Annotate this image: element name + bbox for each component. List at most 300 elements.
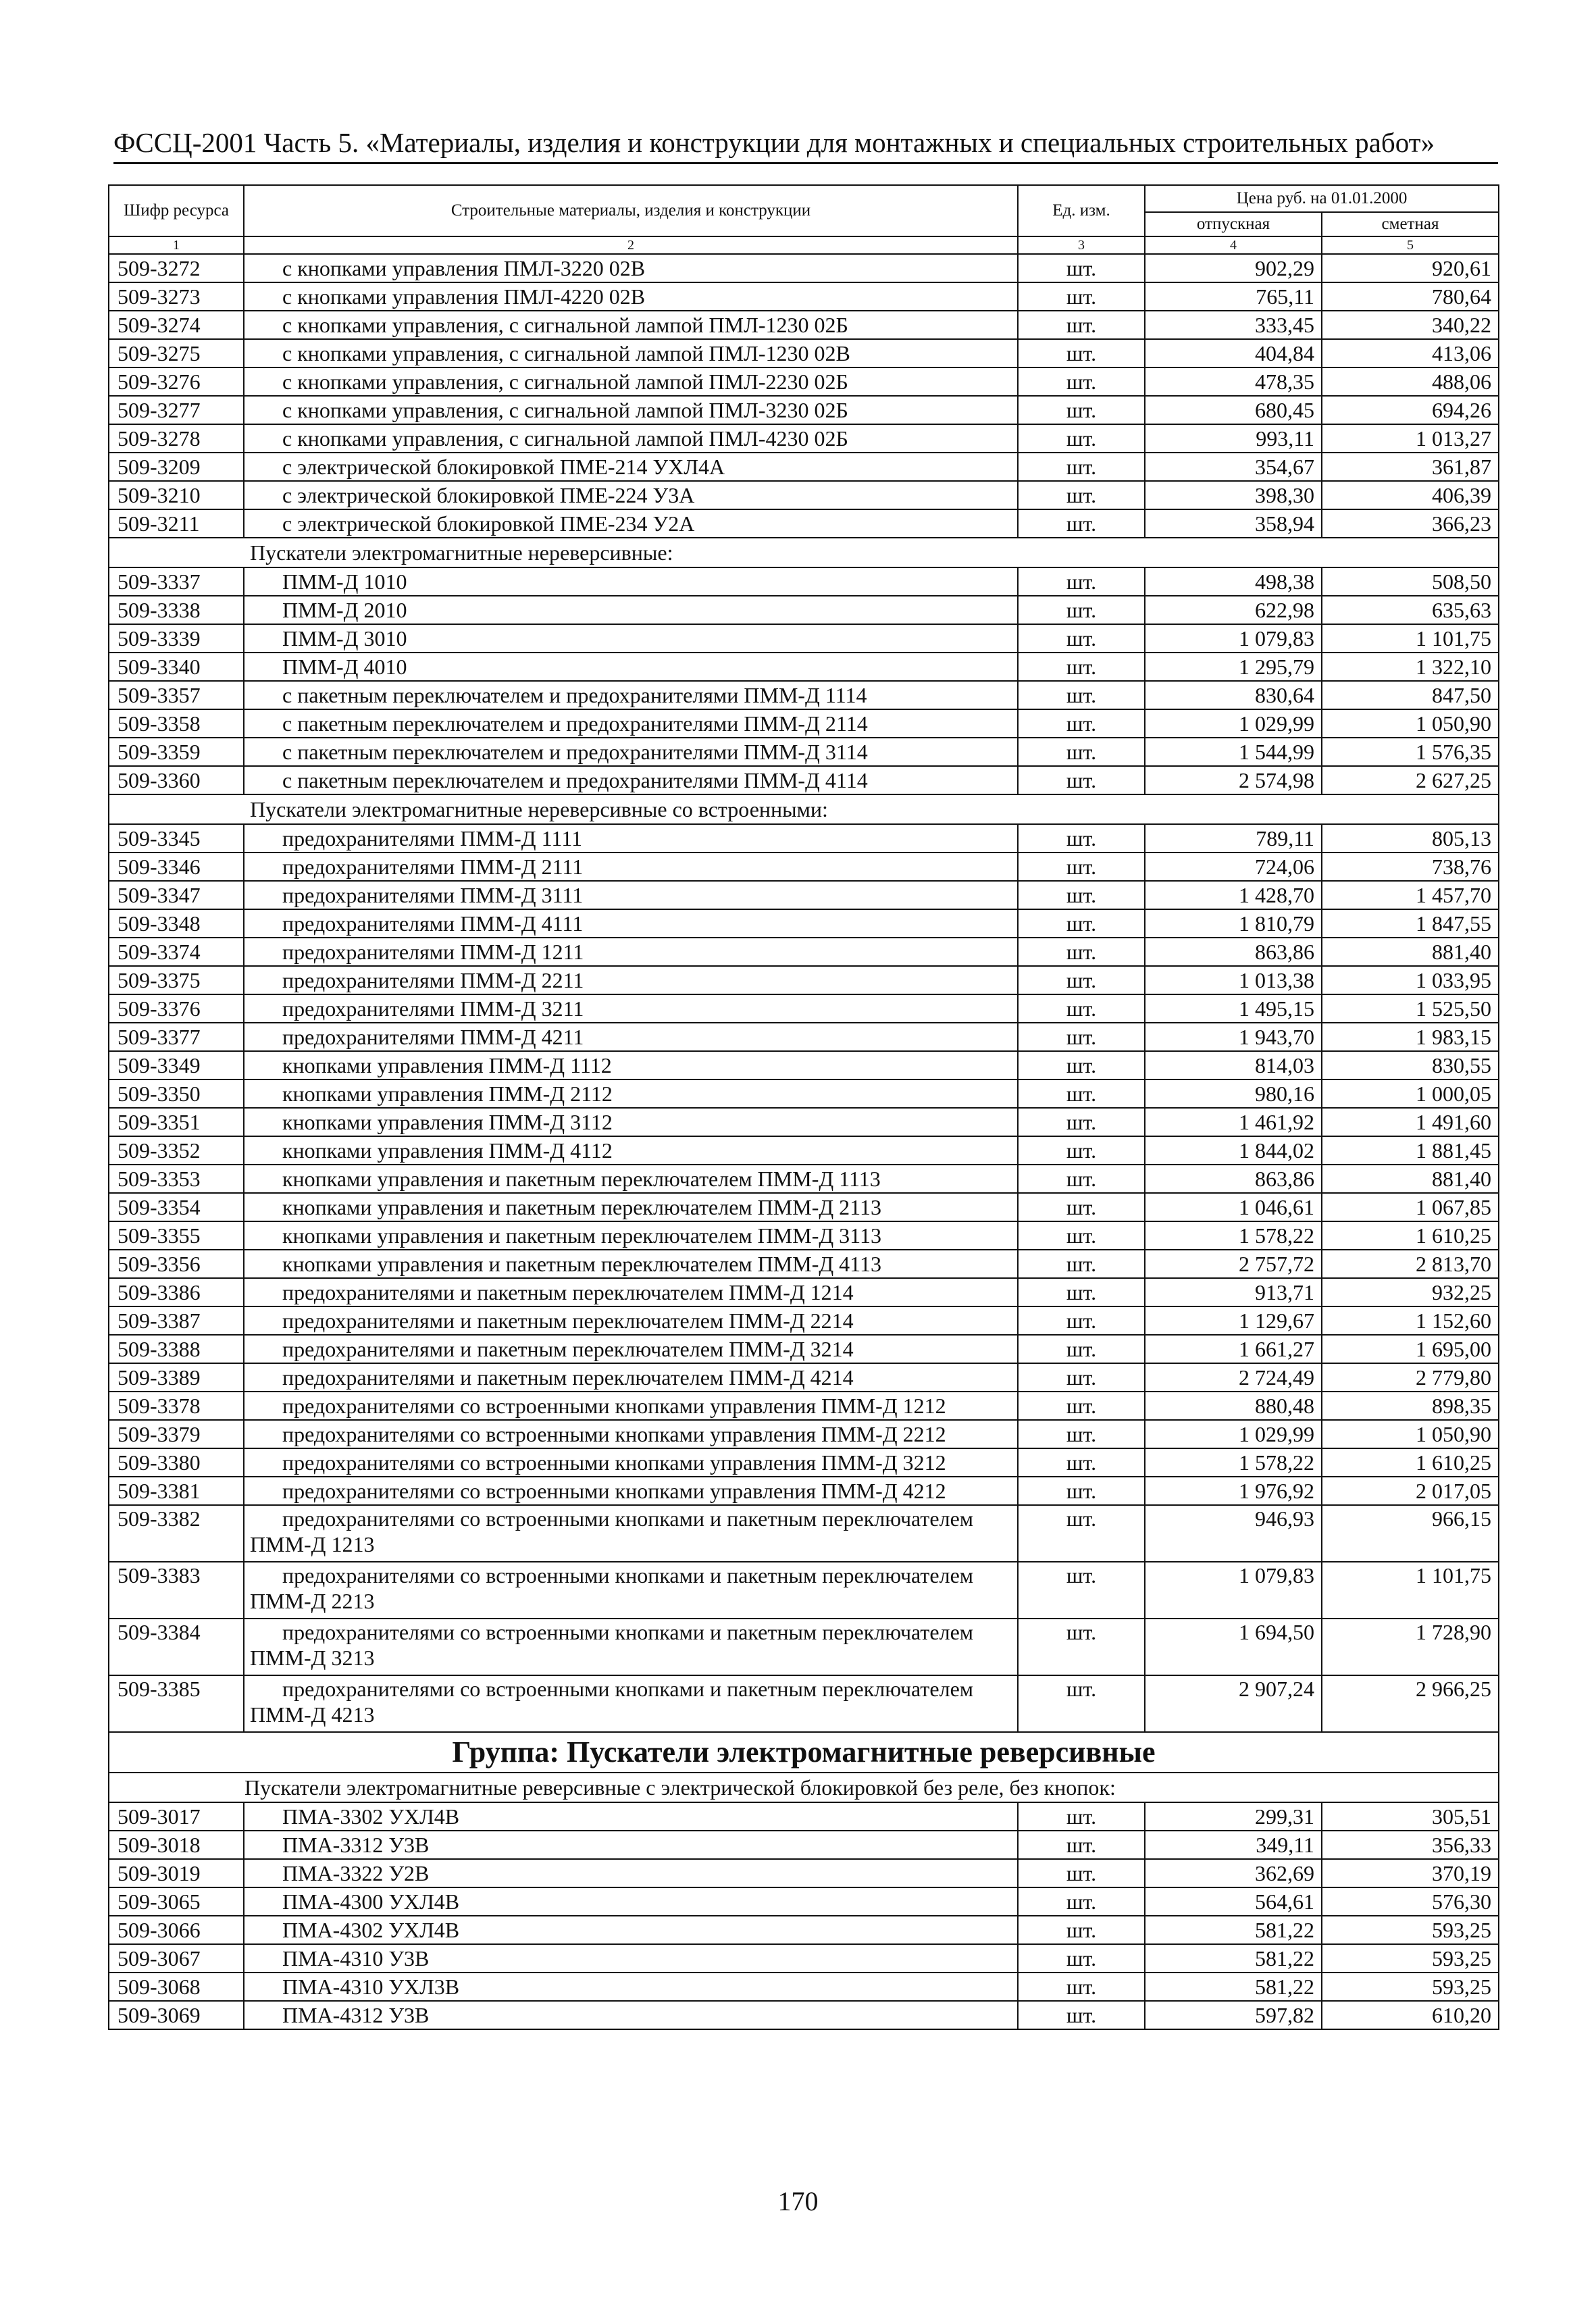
unit-cell: шт.	[1018, 994, 1145, 1023]
resource-code-cell: 509-3272	[109, 254, 244, 282]
material-name-cell: предохранителями ПММ-Д 3211	[244, 994, 1018, 1023]
unit-cell: шт.	[1018, 311, 1145, 339]
table-row	[109, 481, 1499, 509]
material-name-cell: кнопками управления и пакетным переключателем ПММ-Д 2113	[244, 1193, 1018, 1221]
unit-cell: шт.	[1018, 1831, 1145, 1859]
material-name-cell: с кнопками управления ПМЛ-3220 02В	[244, 254, 1018, 282]
table-row	[109, 624, 1499, 653]
resource-code-cell: 509-3382	[109, 1505, 244, 1562]
estimate-price-cell: 406,39	[1322, 481, 1499, 509]
estimate-price-cell: 2 627,25	[1322, 766, 1499, 794]
unit-cell: шт.	[1018, 909, 1145, 938]
table-row	[109, 1505, 1499, 1562]
release-price-cell: 2 724,49	[1145, 1363, 1322, 1392]
material-name-cell: с кнопками управления ПМЛ-4220 02В	[244, 282, 1018, 311]
resource-code-cell: 509-3339	[109, 624, 244, 653]
table-row	[109, 1619, 1499, 1675]
unit-cell: шт.	[1018, 282, 1145, 311]
estimate-price-cell: 780,64	[1322, 282, 1499, 311]
resource-code-cell: 509-3351	[109, 1108, 244, 1136]
resource-code-cell: 509-3356	[109, 1250, 244, 1278]
unit-cell: шт.	[1018, 1619, 1145, 1675]
resource-code-cell: 509-3377	[109, 1023, 244, 1051]
release-price-cell: 2 907,24	[1145, 1675, 1322, 1732]
estimate-price-cell: 881,40	[1322, 938, 1499, 966]
material-name-cell: предохранителями со встроенными кнопками управления ПММ-Д 1212	[244, 1392, 1018, 1420]
table-row	[109, 653, 1499, 681]
table-body	[109, 254, 1499, 2029]
table-row	[109, 509, 1499, 538]
resource-code-cell: 509-3337	[109, 567, 244, 596]
table-row	[109, 1363, 1499, 1392]
estimate-price-cell: 508,50	[1322, 567, 1499, 596]
estimate-price-cell: 805,13	[1322, 824, 1499, 853]
release-price-cell: 581,22	[1145, 1973, 1322, 2001]
material-name-cell: предохранителями и пакетным переключателем ПММ-Д 4214	[244, 1363, 1018, 1392]
unit-cell: шт.	[1018, 424, 1145, 453]
table-row	[109, 1250, 1499, 1278]
price-table-container	[108, 184, 1498, 2030]
material-name-cell: предохранителями со встроенными кнопками и пакетным переключателем ПММ-Д 1213	[244, 1505, 1018, 1562]
estimate-price-cell: 361,87	[1322, 453, 1499, 481]
section-heading: Пускатели электромагнитные нереверсивные со встроенными:	[109, 794, 1499, 824]
resource-code-cell: 509-3349	[109, 1051, 244, 1079]
material-name-cell: предохранителями со встроенными кнопками управления ПММ-Д 3212	[244, 1448, 1018, 1477]
resource-code-cell: 509-3375	[109, 966, 244, 994]
material-name-cell: ПММ-Д 1010	[244, 567, 1018, 596]
estimate-price-cell: 1 013,27	[1322, 424, 1499, 453]
group-heading-row	[109, 1732, 1499, 1773]
unit-cell: шт.	[1018, 881, 1145, 909]
table-row	[109, 1165, 1499, 1193]
resource-code-cell: 509-3347	[109, 881, 244, 909]
table-row	[109, 1079, 1499, 1108]
release-price-cell: 498,38	[1145, 567, 1322, 596]
material-name-cell: предохранителями и пакетным переключателем ПММ-Д 1214	[244, 1278, 1018, 1306]
resource-code-cell: 509-3017	[109, 1802, 244, 1831]
estimate-price-cell: 1 881,45	[1322, 1136, 1499, 1165]
material-name-cell: предохранителями со встроенными кнопками управления ПММ-Д 4212	[244, 1477, 1018, 1505]
unit-cell: шт.	[1018, 1221, 1145, 1250]
resource-code-cell: 509-3387	[109, 1306, 244, 1335]
material-name-cell: предохранителями ПММ-Д 4211	[244, 1023, 1018, 1051]
resource-code-cell: 509-3273	[109, 282, 244, 311]
material-name-cell: с пакетным переключателем и предохранителями ПММ-Д 2114	[244, 709, 1018, 738]
release-price-cell: 1 129,67	[1145, 1306, 1322, 1335]
release-price-cell: 913,71	[1145, 1278, 1322, 1306]
material-name-cell: с кнопками управления, с сигнальной лампой ПМЛ-3230 02Б	[244, 396, 1018, 424]
release-price-cell: 1 079,83	[1145, 1562, 1322, 1619]
unit-cell: шт.	[1018, 624, 1145, 653]
material-name-cell: кнопками управления и пакетным переключателем ПММ-Д 3113	[244, 1221, 1018, 1250]
unit-cell: шт.	[1018, 2001, 1145, 2029]
resource-code-cell: 509-3358	[109, 709, 244, 738]
table-row	[109, 994, 1499, 1023]
estimate-price-cell: 920,61	[1322, 254, 1499, 282]
estimate-price-cell: 1 050,90	[1322, 1420, 1499, 1448]
table-row	[109, 254, 1499, 282]
header-name: Строительные материалы, изделия и конструкции	[244, 185, 1018, 236]
estimate-price-cell: 1 152,60	[1322, 1306, 1499, 1335]
release-price-cell: 765,11	[1145, 282, 1322, 311]
unit-cell: шт.	[1018, 481, 1145, 509]
resource-code-cell: 509-3388	[109, 1335, 244, 1363]
resource-code-cell: 509-3277	[109, 396, 244, 424]
table-row	[109, 1335, 1499, 1363]
resource-code-cell: 509-3340	[109, 653, 244, 681]
table-row	[109, 1859, 1499, 1887]
estimate-price-cell: 413,06	[1322, 339, 1499, 367]
estimate-price-cell: 593,25	[1322, 1916, 1499, 1944]
estimate-price-cell: 1 610,25	[1322, 1448, 1499, 1477]
release-price-cell: 863,86	[1145, 938, 1322, 966]
material-name-cell: с кнопками управления, с сигнальной лампой ПМЛ-1230 02Б	[244, 311, 1018, 339]
unit-cell: шт.	[1018, 1392, 1145, 1420]
page-number: 170	[777, 2186, 819, 2216]
estimate-price-cell: 635,63	[1322, 596, 1499, 624]
material-name-cell: ПМА-3302 УХЛ4В	[244, 1802, 1018, 1831]
material-name-cell: предохранителями со встроенными кнопками и пакетным переключателем ПММ-Д 4213	[244, 1675, 1018, 1732]
material-name-cell: ПМА-4300 УХЛ4В	[244, 1887, 1018, 1916]
table-row	[109, 1392, 1499, 1420]
material-name-cell: кнопками управления и пакетным переключателем ПММ-Д 1113	[244, 1165, 1018, 1193]
material-name-cell: с электрической блокировкой ПМЕ-214 УХЛ4А	[244, 453, 1018, 481]
resource-code-cell: 509-3350	[109, 1079, 244, 1108]
resource-code-cell: 509-3354	[109, 1193, 244, 1221]
table-row	[109, 311, 1499, 339]
estimate-price-cell: 356,33	[1322, 1831, 1499, 1859]
release-price-cell: 581,22	[1145, 1916, 1322, 1944]
header-estimate-price: сметная	[1322, 212, 1499, 236]
release-price-cell: 789,11	[1145, 824, 1322, 853]
material-name-cell: предохранителями и пакетным переключателем ПММ-Д 2214	[244, 1306, 1018, 1335]
group-heading: Группа: Пускатели электромагнитные реверсивные	[109, 1732, 1499, 1773]
resource-code-cell: 509-3355	[109, 1221, 244, 1250]
unit-cell: шт.	[1018, 1165, 1145, 1193]
resource-code-cell: 509-3348	[109, 909, 244, 938]
resource-code-cell: 509-3378	[109, 1392, 244, 1420]
material-name-cell: с кнопками управления, с сигнальной лампой ПМЛ-1230 02В	[244, 339, 1018, 367]
unit-cell: шт.	[1018, 1944, 1145, 1973]
material-name-cell: с пакетным переключателем и предохранителями ПММ-Д 1114	[244, 681, 1018, 709]
table-row	[109, 1973, 1499, 2001]
resource-code-cell: 509-3274	[109, 311, 244, 339]
table-row	[109, 1448, 1499, 1477]
table-row	[109, 1306, 1499, 1335]
release-price-cell: 1 578,22	[1145, 1448, 1322, 1477]
resource-code-cell: 509-3360	[109, 766, 244, 794]
estimate-price-cell: 370,19	[1322, 1859, 1499, 1887]
table-row	[109, 1051, 1499, 1079]
material-name-cell: кнопками управления ПММ-Д 2112	[244, 1079, 1018, 1108]
header-code: Шифр ресурса	[109, 185, 244, 236]
resource-code-cell: 509-3018	[109, 1831, 244, 1859]
resource-code-cell: 509-3385	[109, 1675, 244, 1732]
table-row	[109, 1887, 1499, 1916]
unit-cell: шт.	[1018, 738, 1145, 766]
material-name-cell: ПМА-4310 УХЛ3В	[244, 1973, 1018, 2001]
material-name-cell: кнопками управления и пакетным переключателем ПММ-Д 4113	[244, 1250, 1018, 1278]
release-price-cell: 398,30	[1145, 481, 1322, 509]
release-price-cell: 362,69	[1145, 1859, 1322, 1887]
estimate-price-cell: 1 101,75	[1322, 624, 1499, 653]
column-number: 4	[1145, 236, 1322, 254]
table-row	[109, 1802, 1499, 1831]
unit-cell: шт.	[1018, 1477, 1145, 1505]
release-price-cell: 946,93	[1145, 1505, 1322, 1562]
unit-cell: шт.	[1018, 1193, 1145, 1221]
unit-cell: шт.	[1018, 824, 1145, 853]
table-row	[109, 766, 1499, 794]
page-header: ФССЦ-2001 Часть 5. «Материалы, изделия и конструкции для монтажных и специальных строительных работ»	[113, 127, 1435, 158]
release-price-cell: 349,11	[1145, 1831, 1322, 1859]
table-row	[109, 966, 1499, 994]
estimate-price-cell: 1 576,35	[1322, 738, 1499, 766]
material-name-cell: предохранителями ПММ-Д 4111	[244, 909, 1018, 938]
estimate-price-cell: 1 457,70	[1322, 881, 1499, 909]
estimate-price-cell: 1 033,95	[1322, 966, 1499, 994]
estimate-price-cell: 340,22	[1322, 311, 1499, 339]
material-name-cell: ПММ-Д 3010	[244, 624, 1018, 653]
release-price-cell: 1 943,70	[1145, 1023, 1322, 1051]
resource-code-cell: 509-3067	[109, 1944, 244, 1973]
resource-code-cell: 509-3065	[109, 1887, 244, 1916]
unit-cell: шт.	[1018, 1859, 1145, 1887]
material-name-cell: с пакетным переключателем и предохранителями ПММ-Д 4114	[244, 766, 1018, 794]
estimate-price-cell: 305,51	[1322, 1802, 1499, 1831]
header-release-price: отпускная	[1145, 212, 1322, 236]
estimate-price-cell: 593,25	[1322, 1944, 1499, 1973]
table-row	[109, 1108, 1499, 1136]
unit-cell: шт.	[1018, 653, 1145, 681]
material-name-cell: ПМА-3312 У3В	[244, 1831, 1018, 1859]
unit-cell: шт.	[1018, 938, 1145, 966]
unit-cell: шт.	[1018, 1079, 1145, 1108]
material-name-cell: ПММ-Д 4010	[244, 653, 1018, 681]
release-price-cell: 1 079,83	[1145, 624, 1322, 653]
material-name-cell: ПМА-4312 У3В	[244, 2001, 1018, 2029]
estimate-price-cell: 1 610,25	[1322, 1221, 1499, 1250]
estimate-price-cell: 1 322,10	[1322, 653, 1499, 681]
unit-cell: шт.	[1018, 1802, 1145, 1831]
material-name-cell: кнопками управления ПММ-Д 1112	[244, 1051, 1018, 1079]
estimate-price-cell: 1 000,05	[1322, 1079, 1499, 1108]
estimate-price-cell: 1 525,50	[1322, 994, 1499, 1023]
material-name-cell: с электрической блокировкой ПМЕ-234 У2А	[244, 509, 1018, 538]
release-price-cell: 980,16	[1145, 1079, 1322, 1108]
estimate-price-cell: 898,35	[1322, 1392, 1499, 1420]
table-row	[109, 1916, 1499, 1944]
release-price-cell: 1 694,50	[1145, 1619, 1322, 1675]
table-row	[109, 567, 1499, 596]
resource-code-cell: 509-3374	[109, 938, 244, 966]
release-price-cell: 581,22	[1145, 1944, 1322, 1973]
release-price-cell: 2 757,72	[1145, 1250, 1322, 1278]
resource-code-cell: 509-3276	[109, 367, 244, 396]
resource-code-cell: 509-3275	[109, 339, 244, 367]
resource-code-cell: 509-3376	[109, 994, 244, 1023]
table-row	[109, 1420, 1499, 1448]
estimate-price-cell: 488,06	[1322, 367, 1499, 396]
estimate-price-cell: 2 813,70	[1322, 1250, 1499, 1278]
table-row	[109, 424, 1499, 453]
release-price-cell: 1 578,22	[1145, 1221, 1322, 1250]
resource-code-cell: 509-3345	[109, 824, 244, 853]
release-price-cell: 1 461,92	[1145, 1108, 1322, 1136]
release-price-cell: 993,11	[1145, 424, 1322, 453]
estimate-price-cell: 610,20	[1322, 2001, 1499, 2029]
material-name-cell: предохранителями ПММ-Д 1111	[244, 824, 1018, 853]
estimate-price-cell: 2 779,80	[1322, 1363, 1499, 1392]
material-name-cell: ПМА-3322 У2В	[244, 1859, 1018, 1887]
release-price-cell: 333,45	[1145, 311, 1322, 339]
resource-code-cell: 509-3211	[109, 509, 244, 538]
unit-cell: шт.	[1018, 1916, 1145, 1944]
table-row	[109, 881, 1499, 909]
release-price-cell: 564,61	[1145, 1887, 1322, 1916]
material-name-cell: предохранителями ПММ-Д 1211	[244, 938, 1018, 966]
release-price-cell: 724,06	[1145, 853, 1322, 881]
unit-cell: шт.	[1018, 1363, 1145, 1392]
table-row	[109, 1944, 1499, 1973]
unit-cell: шт.	[1018, 254, 1145, 282]
section-heading-row	[109, 538, 1499, 567]
unit-cell: шт.	[1018, 1505, 1145, 1562]
unit-cell: шт.	[1018, 339, 1145, 367]
release-price-cell: 880,48	[1145, 1392, 1322, 1420]
table-row	[109, 453, 1499, 481]
estimate-price-cell: 966,15	[1322, 1505, 1499, 1562]
table-row	[109, 1136, 1499, 1165]
unit-cell: шт.	[1018, 1108, 1145, 1136]
release-price-cell: 680,45	[1145, 396, 1322, 424]
resource-code-cell: 509-3389	[109, 1363, 244, 1392]
unit-cell: шт.	[1018, 1278, 1145, 1306]
table-row	[109, 1831, 1499, 1859]
table-row	[109, 938, 1499, 966]
table-row	[109, 2001, 1499, 2029]
release-price-cell: 814,03	[1145, 1051, 1322, 1079]
release-price-cell: 404,84	[1145, 339, 1322, 367]
estimate-price-cell: 593,25	[1322, 1973, 1499, 2001]
material-name-cell: с кнопками управления, с сигнальной лампой ПМЛ-4230 02Б	[244, 424, 1018, 453]
unit-cell: шт.	[1018, 367, 1145, 396]
table-row	[109, 853, 1499, 881]
material-name-cell: предохранителями со встроенными кнопками и пакетным переключателем ПММ-Д 3213	[244, 1619, 1018, 1675]
table-row	[109, 1477, 1499, 1505]
estimate-price-cell: 1 983,15	[1322, 1023, 1499, 1051]
unit-cell: шт.	[1018, 1562, 1145, 1619]
table-header	[109, 185, 1499, 254]
price-table	[108, 184, 1499, 2030]
table-row	[109, 367, 1499, 396]
column-number: 1	[109, 236, 244, 254]
resource-code-cell: 509-3278	[109, 424, 244, 453]
column-number: 3	[1018, 236, 1145, 254]
release-price-cell: 902,29	[1145, 254, 1322, 282]
material-name-cell: предохранителями и пакетным переключателем ПММ-Д 3214	[244, 1335, 1018, 1363]
resource-code-cell: 509-3338	[109, 596, 244, 624]
material-name-cell: с кнопками управления, с сигнальной лампой ПМЛ-2230 02Б	[244, 367, 1018, 396]
section-heading-row	[109, 1773, 1499, 1802]
resource-code-cell: 509-3357	[109, 681, 244, 709]
unit-cell: шт.	[1018, 766, 1145, 794]
resource-code-cell: 509-3210	[109, 481, 244, 509]
estimate-price-cell: 1 847,55	[1322, 909, 1499, 938]
estimate-price-cell: 2 966,25	[1322, 1675, 1499, 1732]
material-name-cell: предохранителями со встроенными кнопками управления ПММ-Д 2212	[244, 1420, 1018, 1448]
resource-code-cell: 509-3352	[109, 1136, 244, 1165]
release-price-cell: 597,82	[1145, 2001, 1322, 2029]
table-row	[109, 1562, 1499, 1619]
unit-cell: шт.	[1018, 1973, 1145, 2001]
resource-code-cell: 509-3381	[109, 1477, 244, 1505]
release-price-cell: 1 495,15	[1145, 994, 1322, 1023]
release-price-cell: 1 046,61	[1145, 1193, 1322, 1221]
material-name-cell: ПМА-4302 УХЛ4В	[244, 1916, 1018, 1944]
release-price-cell: 1 029,99	[1145, 1420, 1322, 1448]
material-name-cell: предохранителями ПММ-Д 2111	[244, 853, 1018, 881]
unit-cell: шт.	[1018, 1887, 1145, 1916]
header-divider	[113, 162, 1498, 164]
estimate-price-cell: 881,40	[1322, 1165, 1499, 1193]
resource-code-cell: 509-3019	[109, 1859, 244, 1887]
resource-code-cell: 509-3066	[109, 1916, 244, 1944]
unit-cell: шт.	[1018, 1335, 1145, 1363]
unit-cell: шт.	[1018, 1023, 1145, 1051]
unit-cell: шт.	[1018, 509, 1145, 538]
table-row	[109, 1278, 1499, 1306]
resource-code-cell: 509-3386	[109, 1278, 244, 1306]
unit-cell: шт.	[1018, 1051, 1145, 1079]
table-row	[109, 738, 1499, 766]
resource-code-cell: 509-3068	[109, 1973, 244, 2001]
release-price-cell: 1 013,38	[1145, 966, 1322, 994]
table-row	[109, 1193, 1499, 1221]
unit-cell: шт.	[1018, 709, 1145, 738]
estimate-price-cell: 576,30	[1322, 1887, 1499, 1916]
material-name-cell: ПММ-Д 2010	[244, 596, 1018, 624]
table-row	[109, 339, 1499, 367]
release-price-cell: 354,67	[1145, 453, 1322, 481]
resource-code-cell: 509-3069	[109, 2001, 244, 2029]
material-name-cell: ПМА-4310 У3В	[244, 1944, 1018, 1973]
unit-cell: шт.	[1018, 567, 1145, 596]
estimate-price-cell: 847,50	[1322, 681, 1499, 709]
table-row	[109, 909, 1499, 938]
table-row	[109, 1221, 1499, 1250]
resource-code-cell: 509-3383	[109, 1562, 244, 1619]
estimate-price-cell: 830,55	[1322, 1051, 1499, 1079]
section-heading-row	[109, 794, 1499, 824]
estimate-price-cell: 1 491,60	[1322, 1108, 1499, 1136]
unit-cell: шт.	[1018, 681, 1145, 709]
release-price-cell: 2 574,98	[1145, 766, 1322, 794]
unit-cell: шт.	[1018, 1448, 1145, 1477]
release-price-cell: 358,94	[1145, 509, 1322, 538]
estimate-price-cell: 1 101,75	[1322, 1562, 1499, 1619]
unit-cell: шт.	[1018, 453, 1145, 481]
material-name-cell: с пакетным переключателем и предохранителями ПММ-Д 3114	[244, 738, 1018, 766]
material-name-cell: с электрической блокировкой ПМЕ-224 У3А	[244, 481, 1018, 509]
release-price-cell: 1 976,92	[1145, 1477, 1322, 1505]
estimate-price-cell: 1 695,00	[1322, 1335, 1499, 1363]
unit-cell: шт.	[1018, 1136, 1145, 1165]
resource-code-cell: 509-3346	[109, 853, 244, 881]
column-number: 5	[1322, 236, 1499, 254]
material-name-cell: предохранителями ПММ-Д 3111	[244, 881, 1018, 909]
release-price-cell: 1 428,70	[1145, 881, 1322, 909]
